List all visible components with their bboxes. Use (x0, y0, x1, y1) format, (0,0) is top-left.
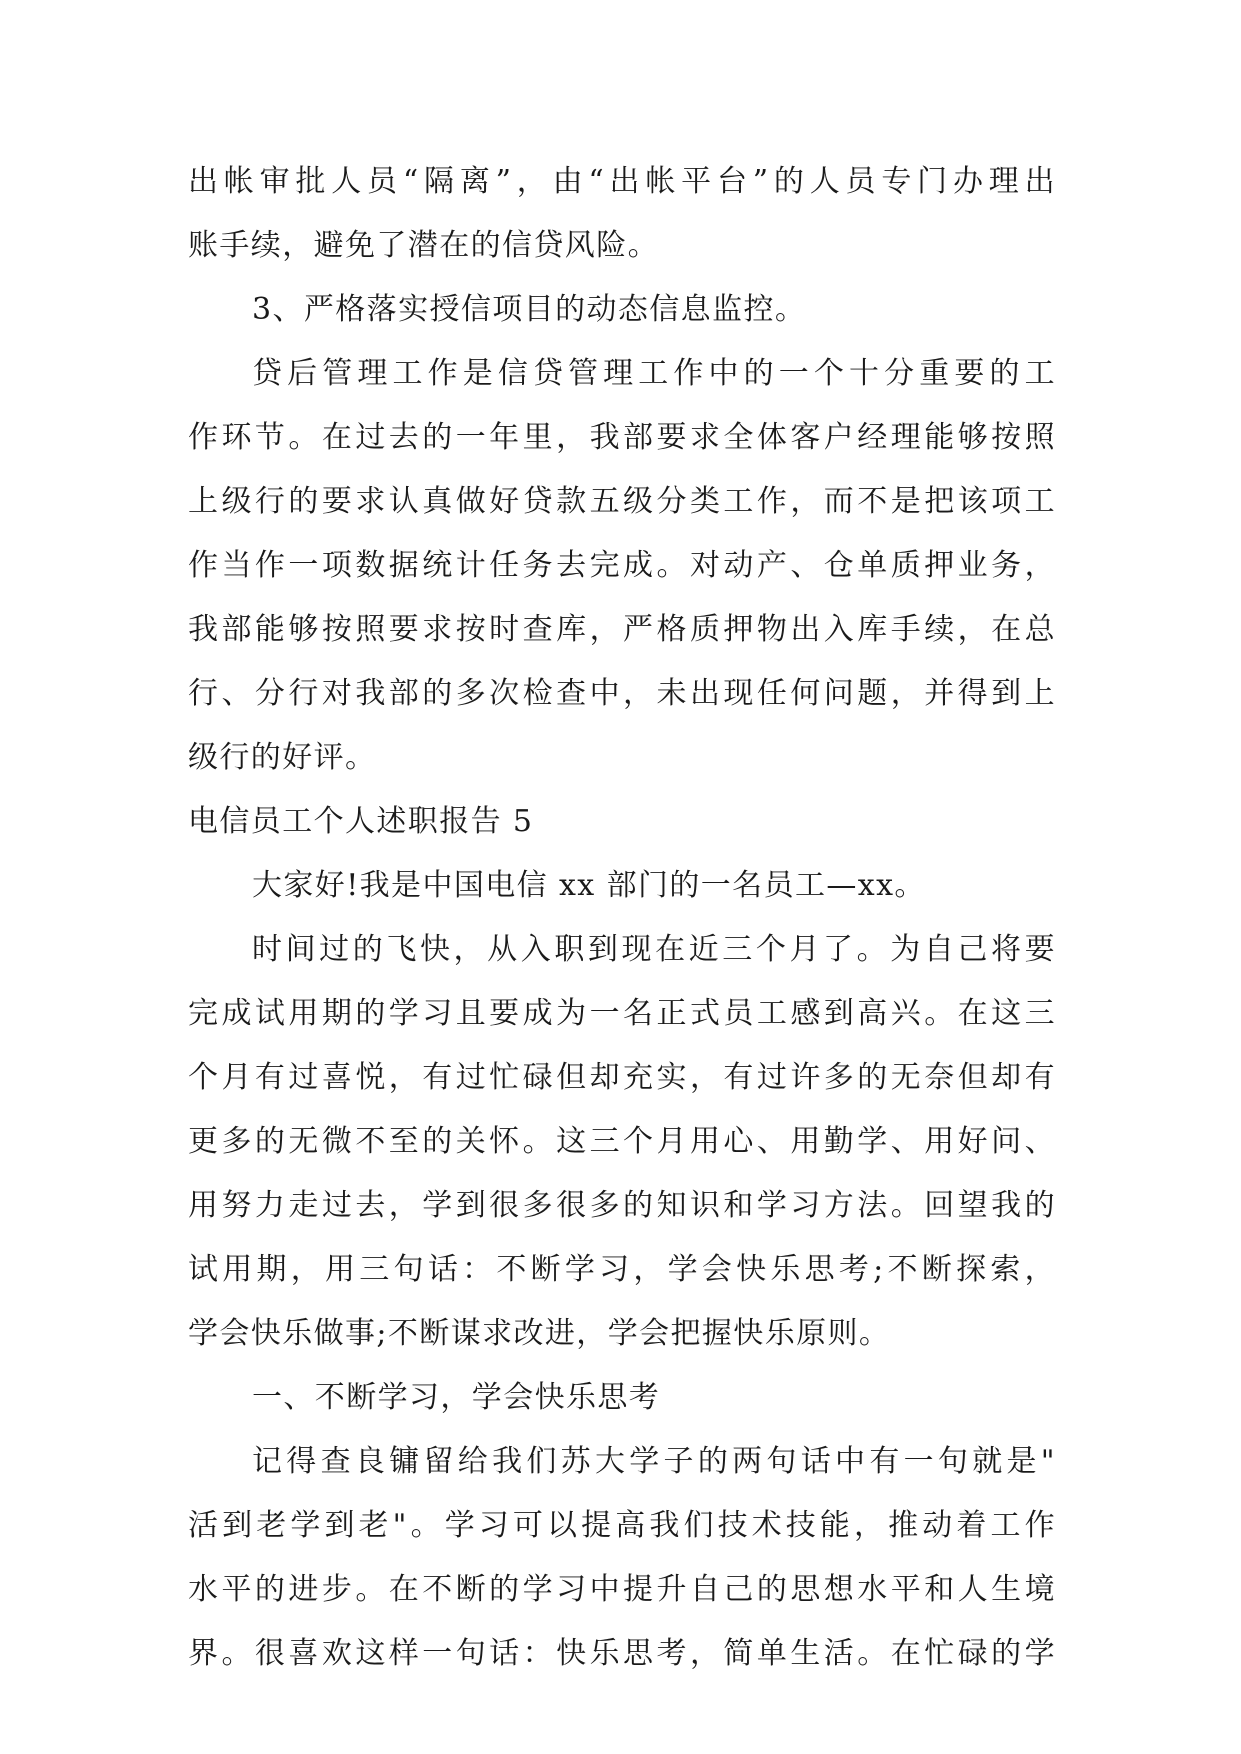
document-page (188, 150, 1056, 1686)
text-line: 个月有过喜悦，有过忙碌但却充实，有过许多的无奈但却有 (188, 1060, 1056, 1095)
text-line: 出帐审批人员“隔离”，由“出帐平台”的人员专门办理出 (188, 164, 1056, 199)
section-heading: 3、严格落实授信项目的动态信息监控。 (252, 292, 807, 327)
text-line: 上级行的要求认真做好贷款五级分类工作，而不是把该项工 (188, 484, 1056, 519)
text-line: 作当作一项数据统计任务去完成。对动产、仓单质押业务， (188, 548, 1056, 583)
text-line: 作环节。在过去的一年里，我部要求全体客户经理能够按照 (188, 420, 1056, 455)
text-line: 行、分行对我部的多次检查中，未出现任何问题，并得到上 (188, 676, 1056, 711)
text-line: 活到老学到老"。学习可以提高我们技术技能，推动着工作 (188, 1508, 1056, 1543)
document-title: 电信员工个人述职报告 5 (188, 804, 534, 839)
paragraph-start-line: 贷后管理工作是信贷管理工作中的一个十分重要的工 (252, 356, 1056, 391)
text-line: 更多的无微不至的关怀。这三个月用心、用勤学、用好问、 (188, 1124, 1056, 1159)
text-line: 账手续，避免了潜在的信贷风险。 (188, 228, 659, 263)
text-line: 完成试用期的学习且要成为一名正式员工感到高兴。在这三 (188, 996, 1056, 1031)
text-line: 用努力走过去，学到很多很多的知识和学习方法。回望我的 (188, 1188, 1056, 1223)
text-line: 水平的进步。在不断的学习中提升自己的思想水平和人生境 (188, 1572, 1056, 1607)
text-line: 学会快乐做事;不断谋求改进，学会把握快乐原则。 (188, 1316, 891, 1351)
text-line: 试用期，用三句话：不断学习，学会快乐思考;不断探索， (188, 1252, 1056, 1287)
greeting-line: 大家好!我是中国电信 xx 部门的一名员工—xx。 (252, 868, 926, 903)
paragraph-start-line: 记得查良镛留给我们苏大学子的两句话中有一句就是" (252, 1444, 1056, 1479)
text-line: 我部能够按照要求按时查库，严格质押物出入库手续，在总 (188, 612, 1056, 647)
section-heading: 一、不断学习，学会快乐思考 (252, 1380, 661, 1415)
paragraph-start-line: 时间过的飞快，从入职到现在近三个月了。为自己将要 (252, 932, 1056, 967)
text-line: 界。很喜欢这样一句话：快乐思考，简单生活。在忙碌的学 (188, 1636, 1056, 1671)
text-line: 级行的好评。 (188, 740, 377, 775)
